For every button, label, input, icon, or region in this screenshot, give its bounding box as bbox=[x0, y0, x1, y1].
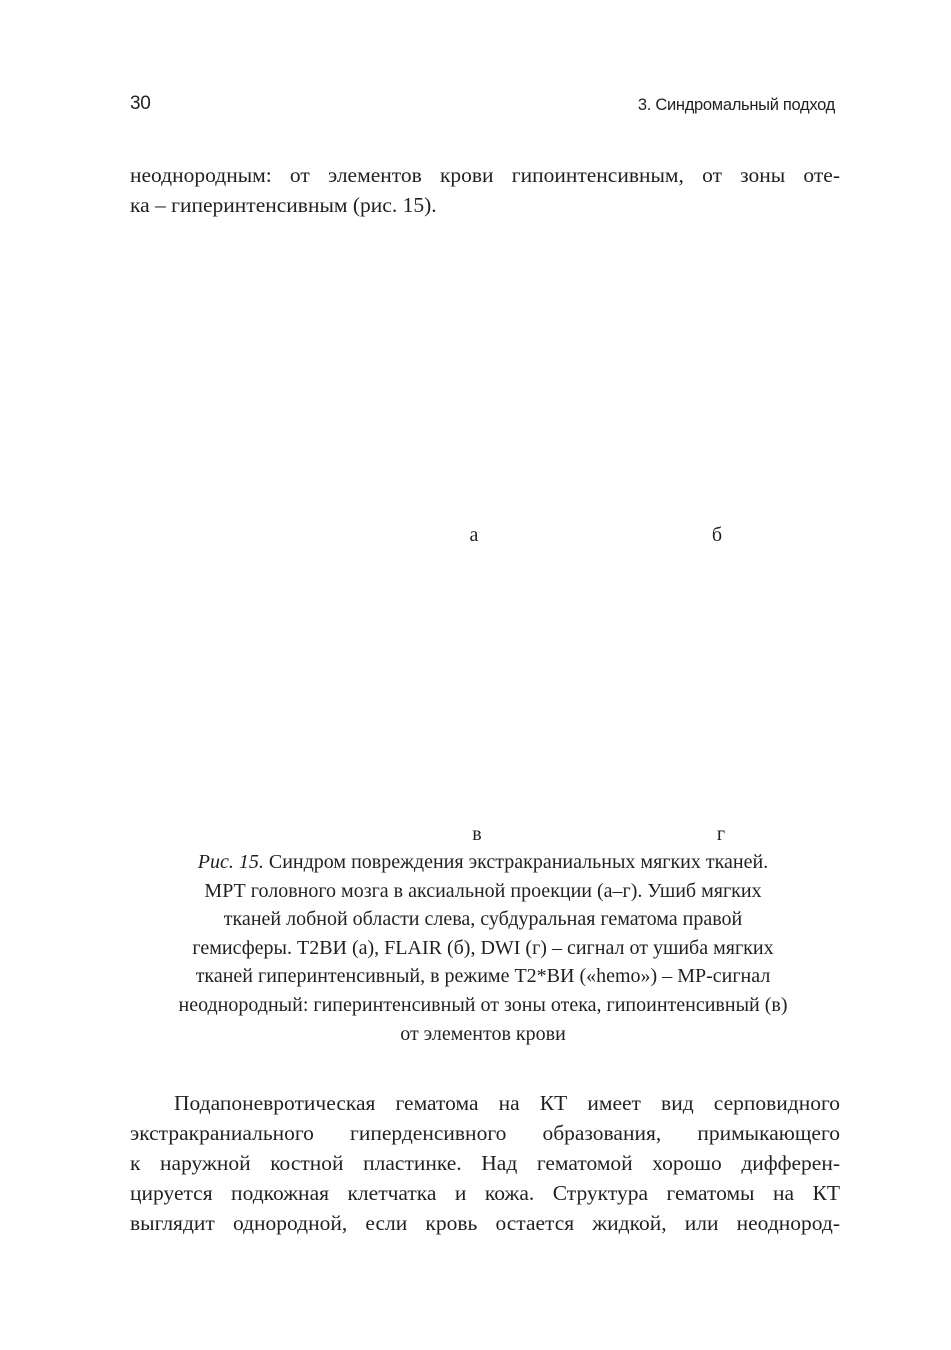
intro-paragraph bbox=[130, 160, 840, 220]
caption-line: МРТ головного мозга в аксиальной проекции (а–г). Ушиб мягких bbox=[204, 879, 762, 902]
page-number: 30 bbox=[130, 93, 151, 114]
caption-line: тканей гиперинтенсивный, в режиме Т2*ВИ («hemo») – МР-сигнал bbox=[195, 965, 771, 988]
running-head: 3. Синдромальный подход bbox=[637, 96, 835, 114]
caption-line: от элементов крови bbox=[400, 1022, 566, 1045]
caption-line: неоднородный: гиперинтенсивный от зоны отека, гипоинтенсивный (в) bbox=[178, 993, 788, 1016]
caption-line: Синдром повреждения экстракраниальных мягких тканей. bbox=[263, 851, 769, 873]
figure-caption bbox=[118, 848, 848, 1048]
text-line: к наружной костной пластинке. Над гематомой хорошо дифферен- bbox=[130, 1151, 840, 1175]
figure-panel-label-d: г bbox=[716, 823, 726, 845]
caption-label: Рис. 15. bbox=[197, 851, 264, 873]
figure-panel-label-a: а bbox=[469, 524, 479, 546]
text-line: ка – гиперинтенсивным (рис. 15). bbox=[130, 193, 437, 217]
text-line: цируется подкожная клетчатка и кожа. Структура гематомы на КТ bbox=[130, 1181, 840, 1205]
figure-panel-label-c: в bbox=[472, 823, 482, 845]
body-paragraph bbox=[130, 1088, 840, 1238]
caption-line: тканей лобной области слева, субдуральная гематома правой bbox=[223, 908, 743, 931]
text-line: экстракраниального гиперденсивного образования, примыкающего bbox=[130, 1121, 840, 1145]
caption-line: гемисферы. Т2ВИ (а), FLAIR (б), DWI (г) – сигнал от ушиба мягких bbox=[192, 936, 774, 959]
text-line: выглядит однородной, если кровь остается жидкой, или неоднород- bbox=[130, 1211, 840, 1235]
text-line: неоднородным: от элементов крови гипоинтенсивным, от зоны оте- bbox=[130, 163, 840, 187]
figure-panel-label-b: б bbox=[711, 524, 723, 546]
text-line: Подапоневротическая гематома на КТ имеет вид серповидного bbox=[174, 1091, 840, 1115]
